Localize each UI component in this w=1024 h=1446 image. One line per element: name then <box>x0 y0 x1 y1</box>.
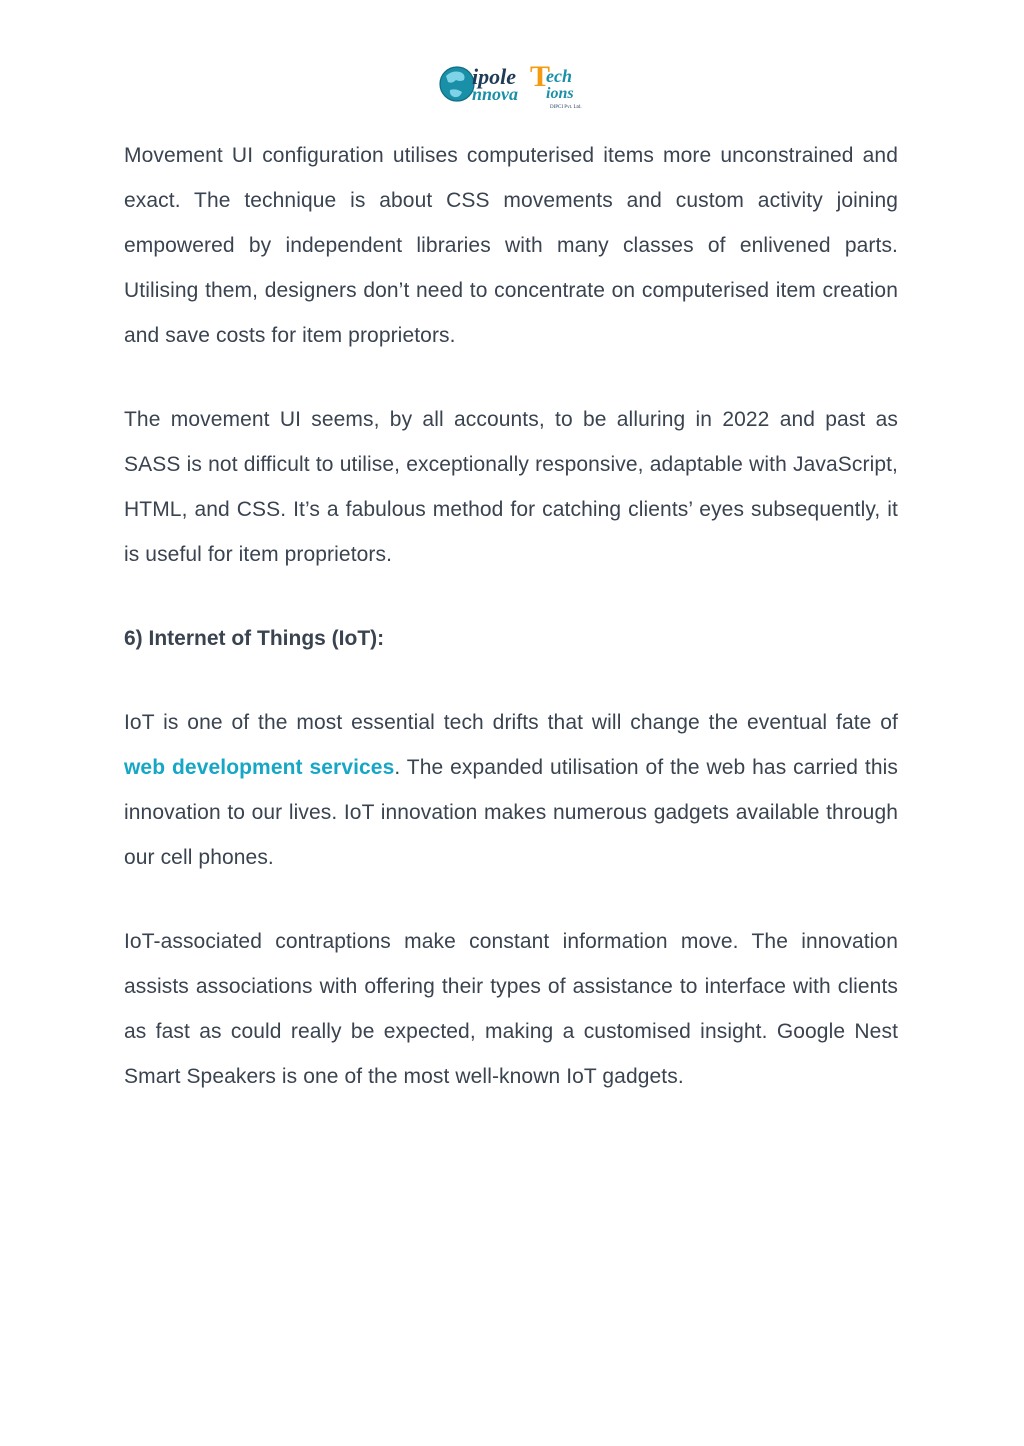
paragraph-motion-ui: Movement UI configuration utilises computerised items more unconstrained and exact. The technique is about CSS movements and custom activity joining empowered by independent libraries with many classes of enlivened parts. Utilising them, designers don’t need to concentrate on computerised item creation and save costs for item proprietors. <box>124 144 898 347</box>
paragraph-motion-ui-2022: The movement UI seems, by all accounts, to be alluring in 2022 and past as SASS is not difficult to utilise, exceptionally responsive, adaptable with JavaScript, HTML, and CSS. It’s a fabulous method for catching clients’ eyes subsequently, it is useful for item proprietors. <box>124 408 898 566</box>
paragraph-text-end: . The expanded utilisation of the web has carried this innovation to our lives. IoT innovation makes numerous gadgets available through our cell phones. <box>124 756 898 869</box>
company-logo <box>438 60 588 112</box>
paragraph-text-start: IoT is one of the most essential tech drifts that will change the eventual fate of <box>124 711 898 734</box>
document-body <box>124 133 898 1099</box>
paragraph-iot-intro <box>124 700 898 880</box>
svg-text:nnova: nnova <box>472 84 519 104</box>
svg-text:ions: ions <box>546 85 574 102</box>
section-heading-iot: 6) Internet of Things (IoT): <box>124 627 385 650</box>
svg-text:ech: ech <box>546 66 572 86</box>
web-development-services-link[interactable]: web development services <box>124 756 395 779</box>
svg-text:T: T <box>530 60 551 93</box>
svg-text:ipole: ipole <box>472 64 516 89</box>
svg-text:DIPCI Pvt. Ltd.: DIPCI Pvt. Ltd. <box>550 105 582 110</box>
logo-graphic <box>438 60 588 112</box>
paragraph-iot-devices: IoT-associated contraptions make constant information move. The innovation assists associations with offering their types of assistance to interface with clients as fast as could really be expected, making a customised insight. Google Nest Smart Speakers is one of the most well-known IoT gadgets. <box>124 930 898 1088</box>
